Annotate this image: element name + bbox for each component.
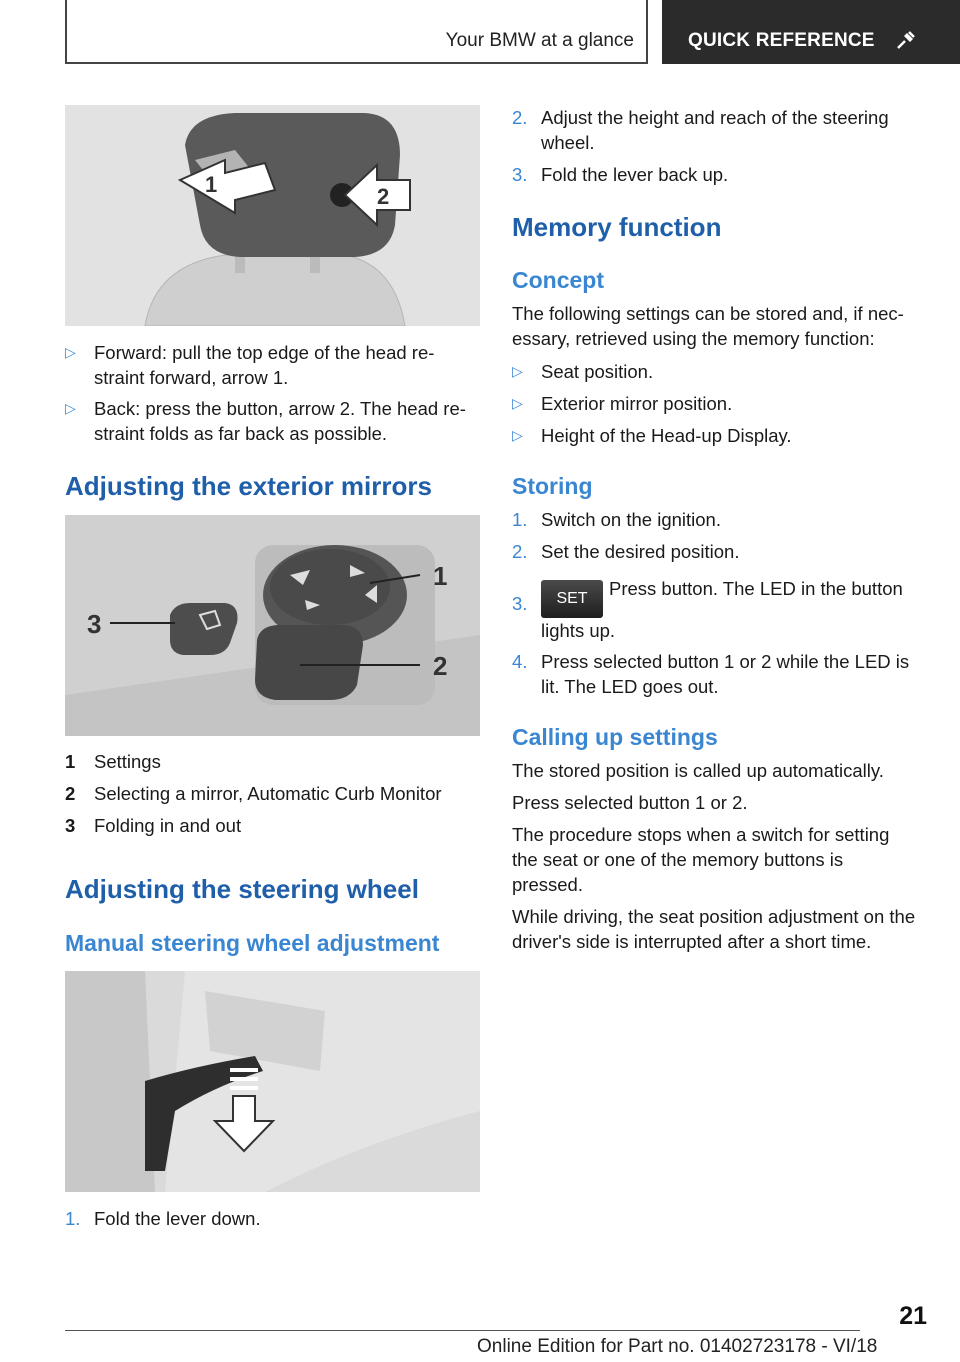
step-text: Fold the lever back up. [541,164,729,185]
step-text [541,576,926,643]
step-text: Set the desired position. [541,541,740,562]
manual-steering-heading: Manual steering wheel adjustment [65,930,440,956]
calling-paragraph: While driving, the seat position adjustment on the driver's side is interrupted after a short time. [512,906,916,952]
concept-text: The following settings can be stored and, if nec-essary, retrieved using the memory function: [512,303,904,349]
list-item-text: Forward: pull the top edge of the head re-straint forward, arrow 1. [94,342,435,388]
step-number: 1. [512,509,528,530]
step-number: 4. [512,651,528,672]
step-number: 2. [512,107,528,128]
storing-heading: Storing [512,473,593,499]
mirror-label-3: 3 [87,609,102,639]
list-item-text: Seat position. [541,361,654,382]
steering-heading: Adjusting the steering wheel [65,874,419,904]
header-section-box [65,0,648,64]
calling-heading: Calling up settings [512,724,718,750]
step-text: Press selected button 1 or 2 while the LED is lit. The LED goes out. [541,651,910,697]
bullet-triangle-icon: ▷ [512,363,523,379]
calling-paragraph: The stored position is called up automatically. [512,760,884,781]
concept-heading: Concept [512,267,604,293]
legend-text: Selecting a mirror, Automatic Curb Monitor [94,783,442,804]
set-button-icon: SET [541,580,603,618]
legend-text: Settings [94,751,161,772]
legend-number: 1 [65,751,76,772]
calling-paragraph: Press selected button 1 or 2. [512,792,748,813]
footer-edition: Online Edition for Part no. 01402723178 - VI/18 [477,1336,878,1357]
step-text: Switch on the ignition. [541,509,721,530]
step-3-text: Press button. The LED in the button lights up. [541,578,903,641]
mirror-controls-illustration [65,515,480,736]
legend-number: 2 [65,783,76,804]
mirror-label-2: 2 [433,651,448,681]
step-text: Fold the lever down. [94,1208,261,1229]
step-number: 2. [512,541,528,562]
step-number: 1. [65,1208,81,1229]
legend-number: 3 [65,815,76,836]
bullet-triangle-icon: ▷ [512,395,523,411]
headrest-illustration [65,105,480,326]
headrest-label-2: 2 [377,184,390,209]
mirrors-heading: Adjusting the exterior mirrors [65,471,432,501]
calling-paragraph: The procedure stops when a switch for setting the seat or one of the memory buttons is pressed. [512,824,890,895]
quick-reference-tab[interactable] [662,0,960,64]
bullet-triangle-icon: ▷ [512,427,523,443]
quick-reference-label: QUICK REFERENCE [688,30,875,51]
headrest-label-1: 1 [205,172,218,197]
legend-text: Folding in and out [94,815,242,836]
memory-heading: Memory function [512,212,722,242]
list-item-text: Exterior mirror position. [541,393,733,414]
list-item-text: Height of the Head-up Display. [541,425,792,446]
list-item-text: Back: press the button, arrow 2. The head re-straint folds as far back as possible. [94,398,466,444]
steering-lever-illustration [65,971,480,1192]
step-number: 3. [512,164,528,185]
mirror-label-1: 1 [433,561,448,591]
bullet-triangle-icon: ▷ [65,400,76,416]
pin-icon [894,28,918,52]
footer-divider [65,1330,860,1331]
page-number: 21 [899,1302,927,1330]
step-number: 3. [512,593,528,614]
step-text: Adjust the height and reach of the steering wheel. [541,107,889,153]
bullet-triangle-icon: ▷ [65,344,76,360]
header-section-title: Your BMW at a glance [445,30,634,51]
